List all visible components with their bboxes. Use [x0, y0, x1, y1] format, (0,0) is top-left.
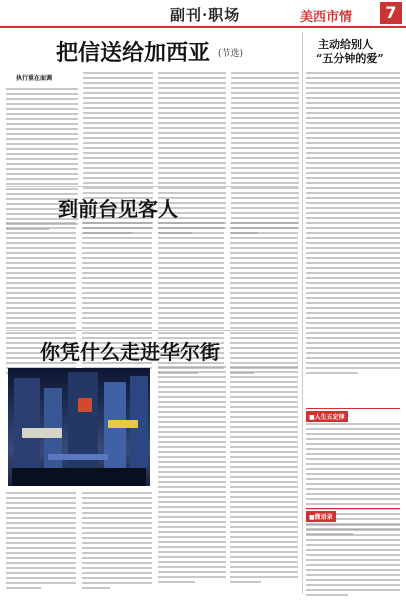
bottom-article-col1 [6, 492, 76, 592]
page-header [0, 0, 406, 28]
box1-title: ■人生五定律 [306, 411, 348, 422]
box2-title: ■微语录 [306, 511, 336, 522]
divider [6, 186, 298, 187]
side-title-line1: 主动给别人 [318, 38, 373, 51]
top-headline: 把信送给加西亚 [56, 40, 211, 66]
mid-headline: 到前台见客人 [58, 197, 178, 221]
side-article-body [306, 72, 400, 377]
bottom-headline: 你凭什么走进华尔街 [40, 340, 220, 364]
wall-street-photo [8, 368, 150, 486]
section-title: 副刊·职场 [170, 6, 241, 24]
box2-body [306, 524, 400, 599]
bottom-article-col2 [82, 492, 152, 592]
top-headline-suffix: (节选) [218, 49, 244, 59]
top-subheading: 执行重在面调 [16, 75, 53, 82]
divider-2 [6, 330, 298, 331]
box1-rule [306, 408, 400, 409]
mid-article-col4 [230, 222, 298, 377]
bottom-article-col4 [230, 366, 298, 586]
bottom-article-col3 [158, 366, 226, 586]
column-separator [302, 32, 303, 594]
column-name: 美西市情 [300, 10, 353, 25]
page-number: 7 [380, 2, 402, 24]
top-article-col4 [231, 72, 299, 237]
box2-rule [306, 508, 400, 509]
side-title-line2: “五分钟的爱” [316, 52, 384, 65]
